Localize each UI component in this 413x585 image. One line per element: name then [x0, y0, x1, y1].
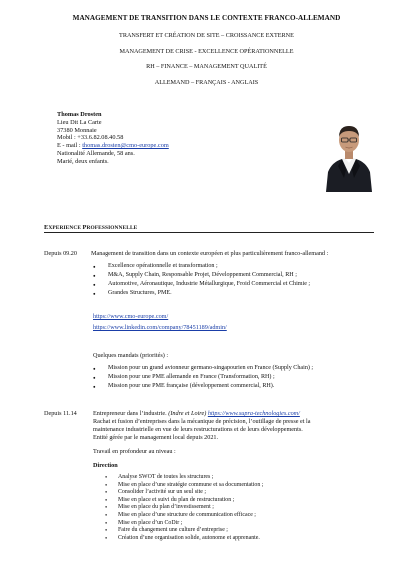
- header-line-1: TRANSFERT ET CRÉATION DE SITE – CROISSANCE EXTERNE: [119, 32, 294, 39]
- contact-mobile: Mobil : +33.6.82.08.40.58: [57, 134, 124, 142]
- contact-email-row: [57, 142, 169, 150]
- entry-2-line-3: maintenance industrielle en vue de leurs restructurations et de leurs développements.: [93, 426, 303, 433]
- list-item: ● Mise en place du plan d’investissement ;: [105, 504, 263, 512]
- contact-family: Marié, deux enfants.: [57, 157, 109, 165]
- entry-1-intro: Management de transition dans un contexte européen et plus particulièrement franco-allemand :: [91, 250, 329, 257]
- entry-1-date: Depuis 09.20: [44, 250, 77, 257]
- entry-2-line-4: Entité gérée par le management local depuis 2021.: [93, 434, 219, 441]
- header-line-3: RH – FINANCE – MANAGEMENT QUALITÉ: [146, 63, 267, 70]
- contact-name: Thomas Drosten: [57, 111, 102, 118]
- list-item: ● Mise en place d’une structure de communication efficace ;: [105, 512, 263, 520]
- contact-address-1: Lieu Dit La Carte: [57, 118, 102, 126]
- list-item: ● Mise en place d’une stratégie commune et sa documentation ;: [105, 482, 263, 490]
- entry-1-link-linkedin[interactable]: https://www.linkedin.com/company/78451189/admin/: [93, 324, 227, 331]
- entry-2-line-2: Rachat et fusion d’entreprises dans la mécanique de précision, l’outillage de presse et la: [93, 418, 311, 425]
- header-line-4: ALLEMAND – FRANÇAIS - ANGLAIS: [154, 79, 259, 86]
- entry-2-direction-label: Direction: [93, 462, 118, 469]
- entry-1-link-website[interactable]: https://www.cmo-europe.com/: [93, 313, 169, 320]
- entry-1-bullet-list: [93, 262, 310, 298]
- list-item: ● Création d’une organisation solide, autonome et apprenante.: [105, 535, 263, 543]
- entry-2-date: Depuis 11.14: [44, 410, 77, 417]
- list-item: ● Excellence opérationnelle et transformation ;: [93, 262, 310, 271]
- contact-address-2: 37380 Monnaie: [57, 126, 97, 134]
- list-item: ● Mission pour une PME allemande en France (Transformation, RH) ;: [93, 373, 313, 382]
- entry-2-work-label: Travail en profondeur au niveau :: [93, 448, 176, 455]
- list-item: ● Mise en place et suivi du plan de restructuration ;: [105, 497, 263, 505]
- entry-2-line-1: Entrepreneur dans l’industrie. (Indre et Loire) https://www.supra-technologies.com/: [93, 410, 300, 417]
- list-item: ● Mise en place d’un CoDir ;: [105, 520, 263, 528]
- contact-block: [57, 111, 169, 166]
- list-item: ● Mission pour un grand avionneur germano-singapourien en France (Supply Chain) ;: [93, 364, 313, 373]
- portrait-illustration: [322, 110, 376, 192]
- entry-1-missions-list: [93, 364, 313, 391]
- contact-email-label: E - mail :: [57, 142, 83, 150]
- entry-1-missions-label: Quelques mandats (priorités) :: [93, 352, 169, 359]
- entry-2-link-website[interactable]: https://www.supra-technologies.com/: [207, 410, 300, 417]
- page-title: MANAGEMENT DE TRANSITION DANS LE CONTEXTE FRANCO-ALLEMAND: [72, 14, 341, 22]
- list-item: ● Analyse SWOT de toutes les structures ;: [105, 474, 263, 482]
- portrait-photo: [322, 110, 376, 192]
- list-item: ● Automotive, Aéronautique, Industrie Métallurgique, Froid Commercial et Chimie ;: [93, 280, 310, 289]
- header-line-2: MANAGEMENT DE CRISE - EXCELLENCE OPÉRATIONNELLE: [119, 48, 294, 55]
- list-item: ● Grandes Structures, PME.: [93, 289, 310, 298]
- list-item: ● M&A, Supply Chain, Responsable Projet, Développement Commercial, RH ;: [93, 271, 310, 280]
- entry-2-direction-list: [105, 474, 263, 542]
- contact-nationality: Nationalité Allemande, 58 ans.: [57, 149, 135, 157]
- contact-email-link[interactable]: thomas.drosten@cmo-europe.com: [82, 142, 169, 150]
- list-item: ● Consolider l’activité sur un seul site ;: [105, 489, 263, 497]
- list-item: ● Faire du changement une culture d’entreprise ;: [105, 527, 263, 535]
- section-title-experience: EXPERIENCE PROFESSIONNELLE: [44, 224, 374, 233]
- list-item: ● Mission pour une PME française (développement commercial, RH).: [93, 382, 313, 391]
